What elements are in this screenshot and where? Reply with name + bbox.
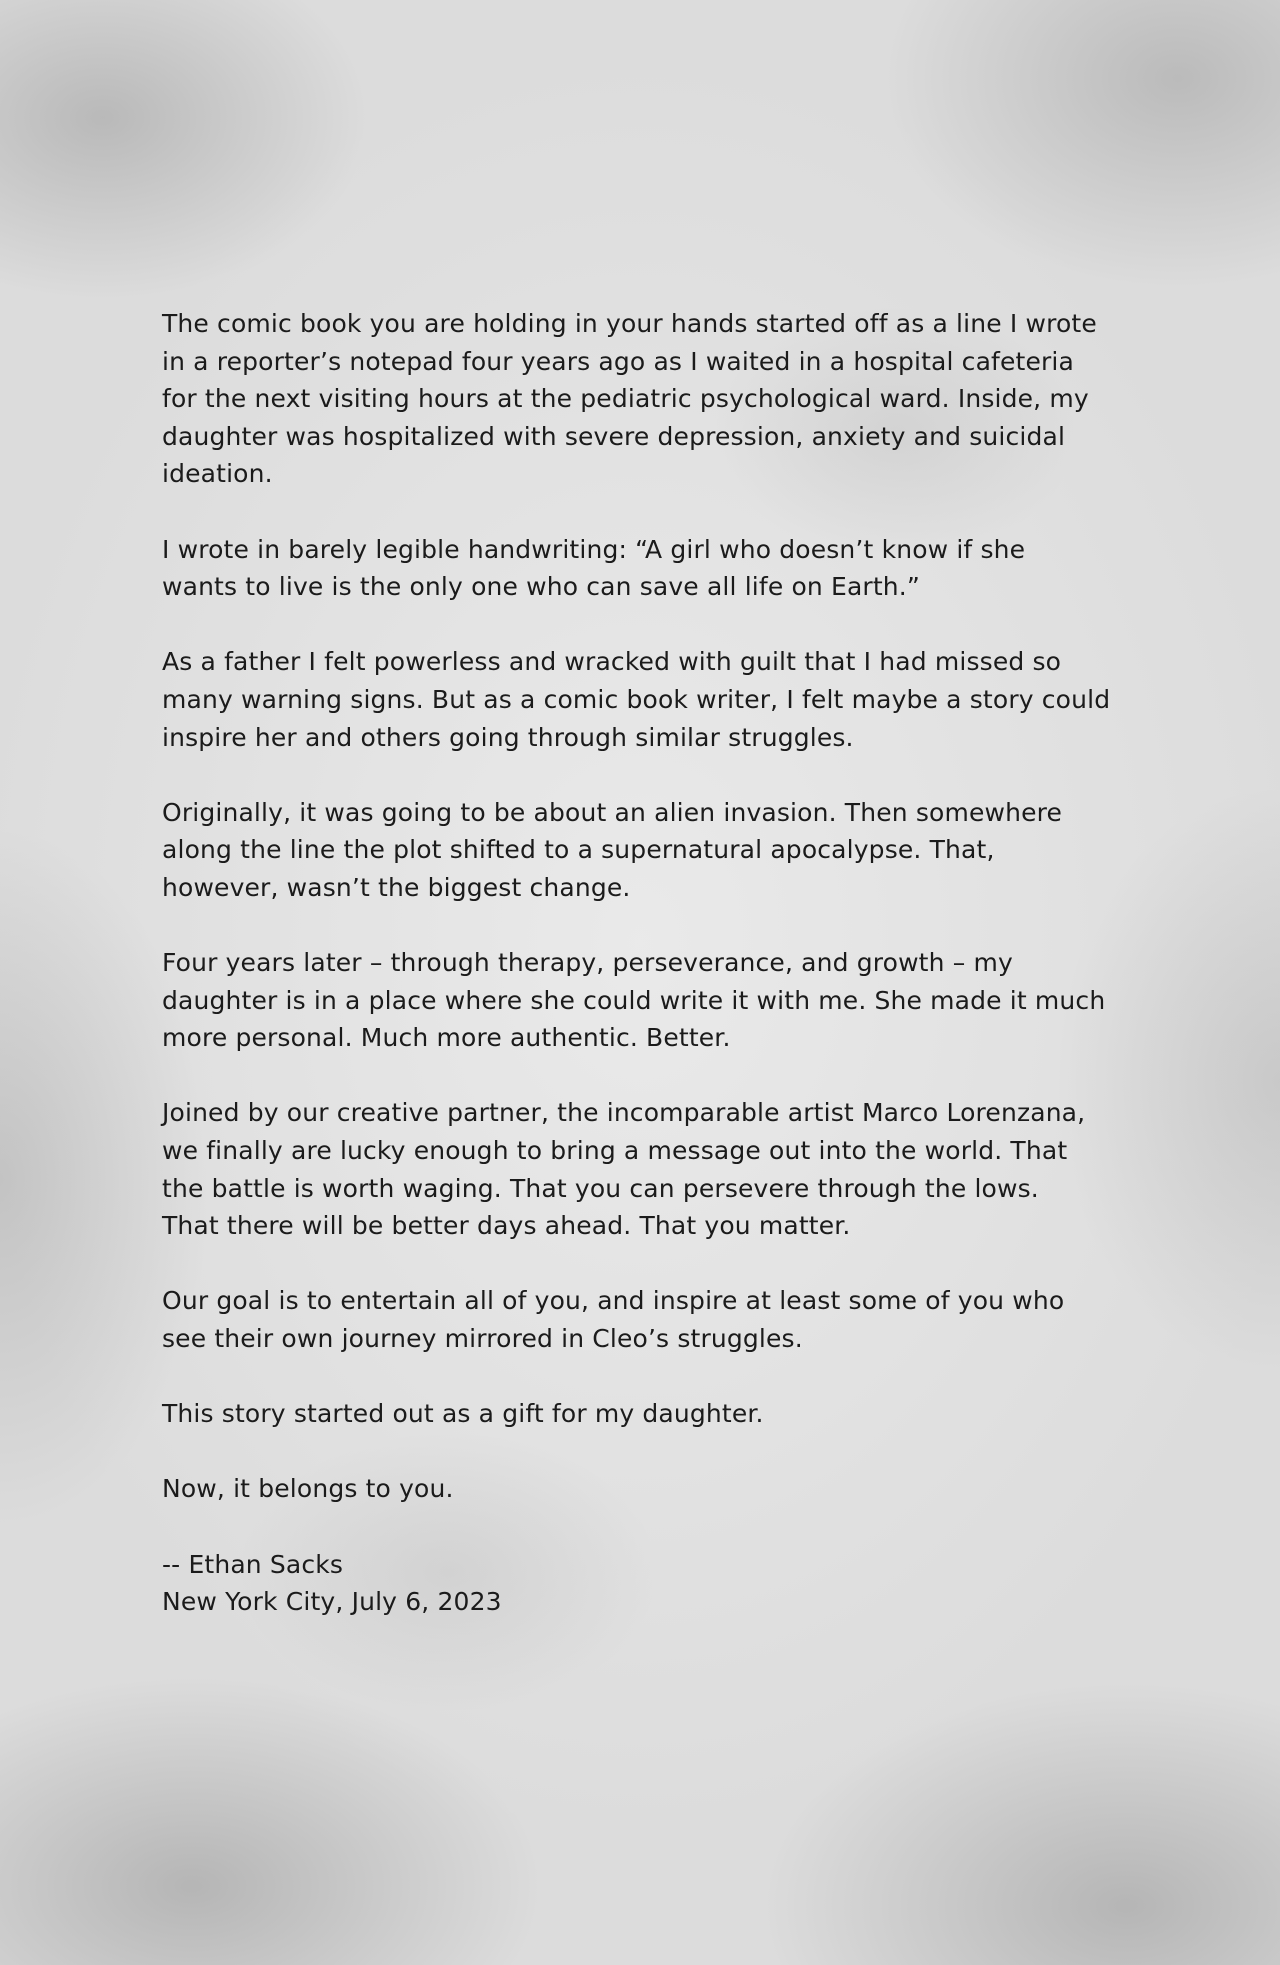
text-line: see their own journey mirrored in Cleo’s struggles. <box>162 1324 803 1354</box>
text-line: Our goal is to entertain all of you, and inspire at least some of you who <box>162 1286 1065 1316</box>
signature-block <box>162 1546 1132 1621</box>
text-line: more personal. Much more authentic. Better. <box>162 1023 731 1053</box>
text-line: Originally, it was going to be about an alien invasion. Then somewhere <box>162 797 1063 827</box>
text-line: This story started out as a gift for my daughter. <box>162 1399 764 1429</box>
text-line: daughter was hospitalized with severe depression, anxiety and suicidal <box>162 421 1066 451</box>
text-line: inspire her and others going through similar struggles. <box>162 722 854 752</box>
text-line: we finally are lucky enough to bring a message out into the world. That <box>162 1136 1068 1166</box>
text-line: ideation. <box>162 459 273 489</box>
text-line: wants to live is the only one who can save all life on Earth.” <box>162 572 920 602</box>
paragraph-7 <box>162 1282 1132 1357</box>
paragraph-1 <box>162 305 1132 493</box>
text-line: many warning signs. But as a comic book writer, I felt maybe a story could <box>162 684 1111 714</box>
paragraph-8 <box>162 1395 1132 1433</box>
text-line: Now, it belongs to you. <box>162 1474 454 1504</box>
text-line: however, wasn’t the biggest change. <box>162 872 631 902</box>
text-line: That there will be better days ahead. That you matter. <box>162 1211 851 1241</box>
text-line: along the line the plot shifted to a supernatural apocalypse. That, <box>162 835 995 865</box>
text-line: for the next visiting hours at the pediatric psychological ward. Inside, my <box>162 384 1089 414</box>
signature-author: -- Ethan Sacks <box>162 1549 344 1579</box>
text-line: Four years later – through therapy, perseverance, and growth – my <box>162 948 1013 978</box>
text-line: As a father I felt powerless and wracked with guilt that I had missed so <box>162 647 1062 677</box>
letter-body <box>162 305 1132 1621</box>
paragraph-9 <box>162 1470 1132 1508</box>
paragraph-4 <box>162 794 1132 907</box>
text-line: in a reporter’s notepad four years ago as I waited in a hospital cafeteria <box>162 346 1075 376</box>
text-line: the battle is worth waging. That you can persevere through the lows. <box>162 1173 1039 1203</box>
paragraph-2 <box>162 531 1132 606</box>
paragraph-6 <box>162 1094 1132 1244</box>
text-line: I wrote in barely legible handwriting: “A girl who doesn’t know if she <box>162 534 1026 564</box>
signature-place-date: New York City, July 6, 2023 <box>162 1587 502 1617</box>
text-line: daughter is in a place where she could write it with me. She made it much <box>162 985 1106 1015</box>
text-line: Joined by our creative partner, the incomparable artist Marco Lorenzana, <box>162 1098 1086 1128</box>
text-line: The comic book you are holding in your hands started off as a line I wrote <box>162 309 1097 338</box>
paragraph-3 <box>162 643 1132 756</box>
paragraph-5 <box>162 944 1132 1057</box>
